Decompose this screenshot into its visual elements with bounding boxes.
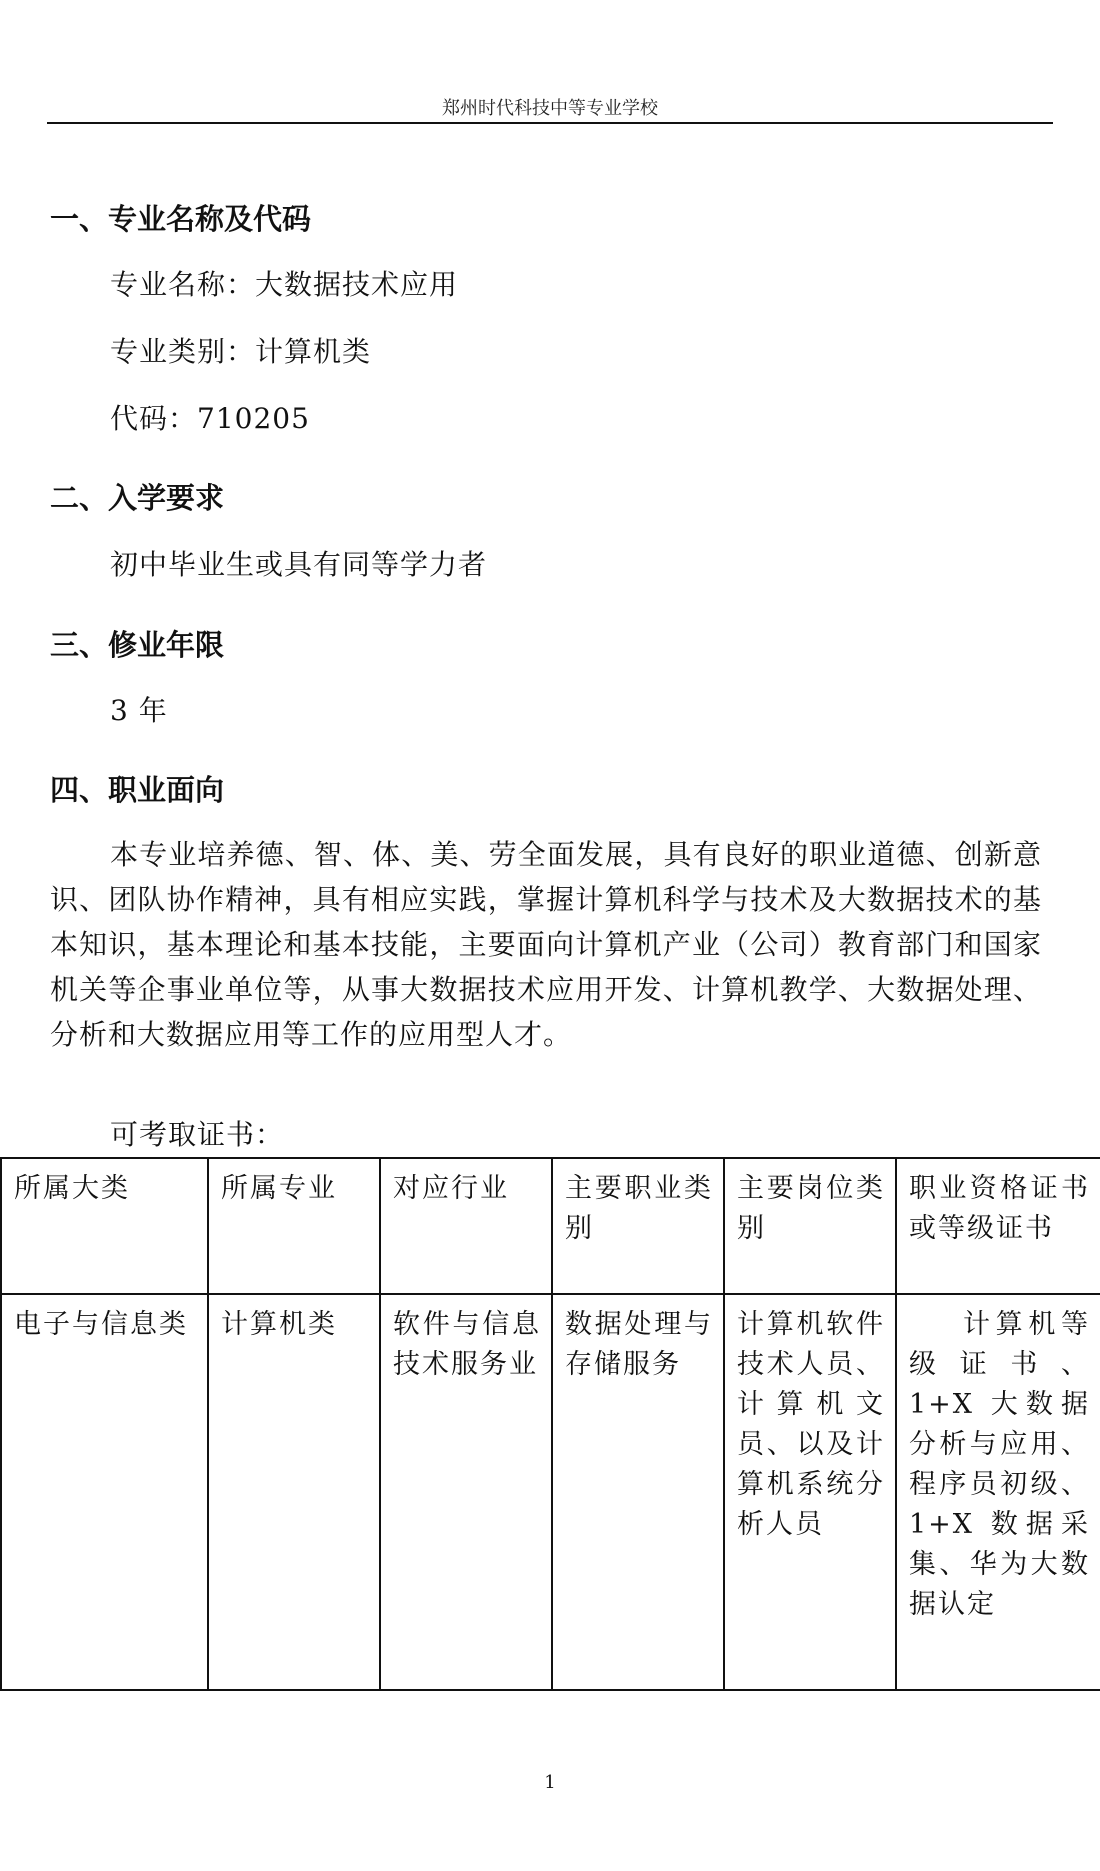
major-name: 专业名称：大数据技术应用: [110, 268, 459, 301]
table-header-cell: 对应行业: [380, 1158, 552, 1294]
section-title-career: 四、职业面向: [50, 773, 225, 807]
table-cell: 计算机等级证书、1+X 大数据分析与应用、程序员初级、1+X 数据采集、华为大数据认定: [896, 1294, 1100, 1690]
admission-requirement: 初中毕业生或具有同等学力者: [110, 548, 488, 581]
table-cell: 计算机软件技术人员、计算机文员、以及计算机系统分析人员: [724, 1294, 896, 1690]
table-cell: 软件与信息技术服务业: [380, 1294, 552, 1690]
certificate-table: [0, 1157, 1100, 1691]
table-header-cell: 主要岗位类别: [724, 1158, 896, 1294]
table-cell: 数据处理与存储服务: [552, 1294, 724, 1690]
career-paragraph: 本专业培养德、智、体、美、劳全面发展，具有良好的职业道德、创新意识、团队协作精神，具有相应实践，掌握计算机科学与技术及大数据技术的基本知识，基本理论和基本技能，主要面向计算机产业（公司）教育部门和国家机关等企事业单位等，从事大数据技术应用开发、计算机教学、大数据处理、分析和大数据应用等工作的应用型人才。: [50, 838, 1042, 1051]
table-header-cell: 职业资格证书或等级证书: [896, 1158, 1100, 1294]
major-code: 代码：710205: [110, 402, 310, 435]
table-header-cell: 所属大类: [1, 1158, 208, 1294]
header-rule: [47, 122, 1053, 124]
table-header-cell: 所属专业: [208, 1158, 380, 1294]
table-cell: 电子与信息类: [1, 1294, 208, 1690]
study-duration: 3 年: [110, 694, 168, 727]
section-title-duration: 三、修业年限: [50, 628, 225, 662]
page-number: 1: [544, 1772, 556, 1793]
section-title-admission: 二、入学要求: [50, 481, 225, 515]
table-cell: 计算机类: [208, 1294, 380, 1690]
section-title-name-code: 一、专业名称及代码: [50, 202, 312, 236]
table-header-cell: 主要职业类别: [552, 1158, 724, 1294]
table-row: [1, 1294, 1100, 1690]
table-header-row: [1, 1158, 1100, 1294]
certificate-label: 可考取证书：: [110, 1118, 285, 1151]
page-header: 郑州时代科技中等专业学校: [442, 98, 658, 119]
major-category: 专业类别：计算机类: [110, 335, 372, 368]
